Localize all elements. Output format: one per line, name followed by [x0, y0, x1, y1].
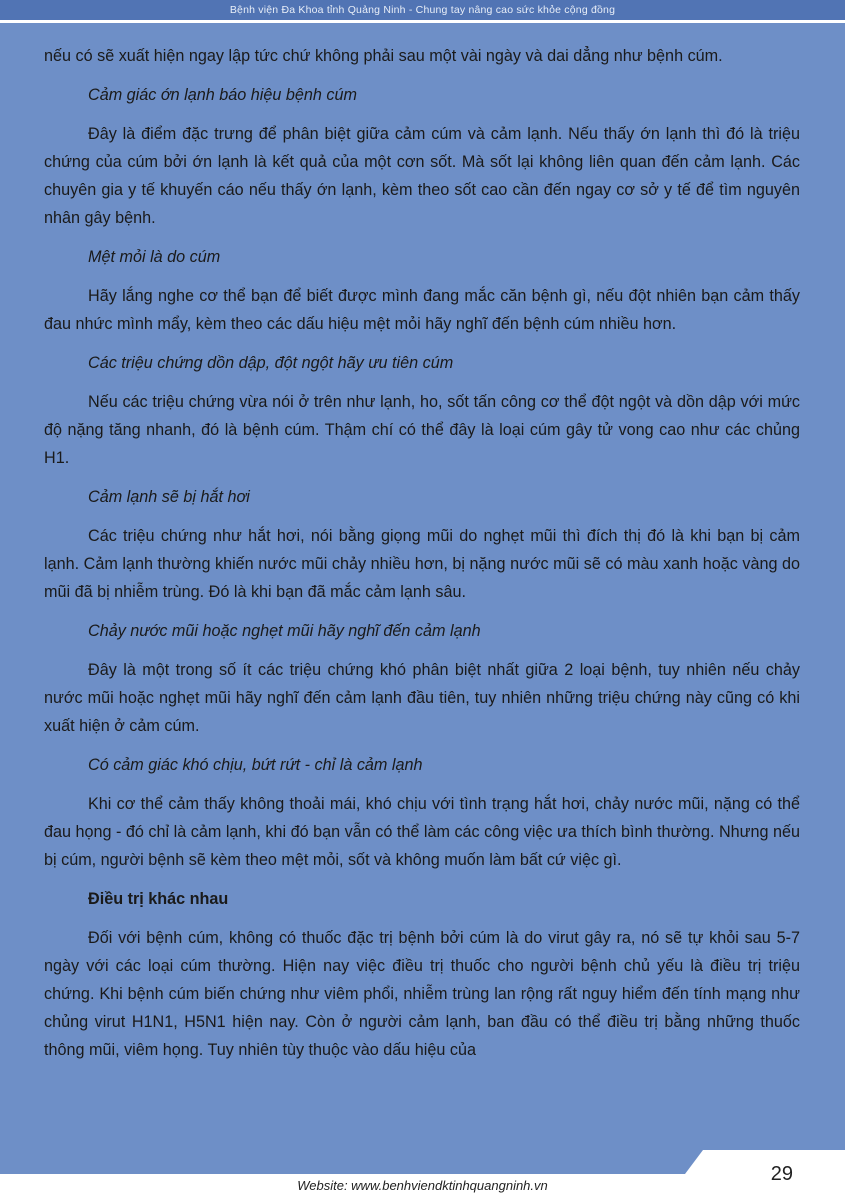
- page-number: 29: [770, 1163, 793, 1185]
- subheading: Cảm giác ớn lạnh báo hiệu bệnh cúm: [88, 86, 357, 104]
- paragraph: Đây là một trong số ít các triệu chứng khó phân biệt nhất giữa 2 loại bệnh, tuy nhiên nếu chảy nước mũi hoặc nghẹt mũi hãy nghĩ đến cảm lạnh đầu tiên, tuy nhiên những triệu chứng này cũng có khi xuất hiện ở cảm cúm.: [44, 661, 800, 735]
- subheading: Các triệu chứng dồn dập, đột ngột hãy ưu tiên cúm: [88, 354, 454, 372]
- subheading: Mệt mỏi là do cúm: [88, 248, 221, 266]
- paragraph: Nếu các triệu chứng vừa nói ở trên như lạnh, ho, sốt tấn công cơ thể đột ngột và dồn dập với mức độ nặng tăng nhanh, đó là bệnh cúm. Thậm chí có thể đây là loại cúm gây tử vong cao như các chủng H1.: [44, 393, 800, 467]
- paragraph: nếu có sẽ xuất hiện ngay lập tức chứ không phải sau một vài ngày và dai dẳng như bệnh cúm.: [44, 47, 723, 65]
- page-header: [0, 0, 845, 20]
- subheading: Cảm lạnh sẽ bị hắt hơi: [88, 488, 250, 506]
- paragraph: Hãy lắng nghe cơ thể bạn để biết được mình đang mắc căn bệnh gì, nếu đột nhiên bạn cảm thấy đau nhức mình mẩy, kèm theo các dấu hiệu mệt mỏi hãy nghĩ đến bệnh cúm nhiều hơn.: [44, 287, 800, 333]
- header-text: Bệnh viện Đa Khoa tỉnh Quảng Ninh - Chung tay nâng cao sức khỏe cộng đồng: [229, 4, 616, 16]
- subheading: Có cảm giác khó chịu, bứt rứt - chỉ là cảm lạnh: [88, 756, 423, 774]
- footer-tab: [685, 1150, 845, 1174]
- paragraph: Đây là điểm đặc trưng để phân biệt giữa cảm cúm và cảm lạnh. Nếu thấy ớn lạnh thì đó là triệu chứng của cúm bởi ớn lạnh là kết quả của một cơn sốt. Mà sốt lại không liên quan đến cảm lạnh. Các chuyên gia y tế khuyến cáo nếu thấy ớn lạnh, kèm theo sốt cao cần đến ngay cơ sở y tế để tìm nguyên nhân gây bệnh.: [44, 125, 800, 227]
- article-body: [44, 42, 800, 1075]
- paragraph: Các triệu chứng như hắt hơi, nói bằng giọng mũi do nghẹt mũi thì đích thị đó là khi bạn bị cảm lạnh. Cảm lạnh thường khiến nước mũi chảy nhiều hơn, bị nặng nước mũi sẽ có màu xanh hoặc vàng do mũi đã bị nhiễm trùng. Đó là khi bạn đã mắc cảm lạnh sâu.: [44, 527, 800, 601]
- subheading: Chảy nước mũi hoặc nghẹt mũi hãy nghĩ đến cảm lạnh: [88, 622, 481, 640]
- section-heading: Điều trị khác nhau: [88, 890, 229, 908]
- paragraph: Khi cơ thể cảm thấy không thoải mái, khó chịu với tình trạng hắt hơi, chảy nước mũi, nặng có thể đau họng - đó chỉ là cảm lạnh, khi đó bạn vẫn có thể làm các công việc ưa thích bình thường. Nhưng nếu bị cúm, người bệnh sẽ kèm theo mệt mỏi, sốt và không muốn làm bất cứ việc gì.: [44, 795, 800, 869]
- footer-website: Website: www.benhviendktinhquangninh.vn: [297, 1178, 548, 1193]
- paragraph: Đối với bệnh cúm, không có thuốc đặc trị bệnh bởi cúm là do virut gây ra, nó sẽ tự khỏi sau 5-7 ngày với các loại cúm thường. Hiện nay việc điều trị thuốc cho người bệnh chủ yếu là điều trị triệu chứng. Khi bệnh cúm biến chứng như viêm phổi, nhiễm trùng lan rộng rất nguy hiểm đến tính mạng như chủng virut H1N1, H5N1 hiện nay. Còn ở người cảm lạnh, ban đầu có thể điều trị bằng những thuốc thông mũi, viêm họng. Tuy nhiên tùy thuộc vào dấu hiệu của: [44, 929, 800, 1059]
- header-divider: [0, 20, 845, 23]
